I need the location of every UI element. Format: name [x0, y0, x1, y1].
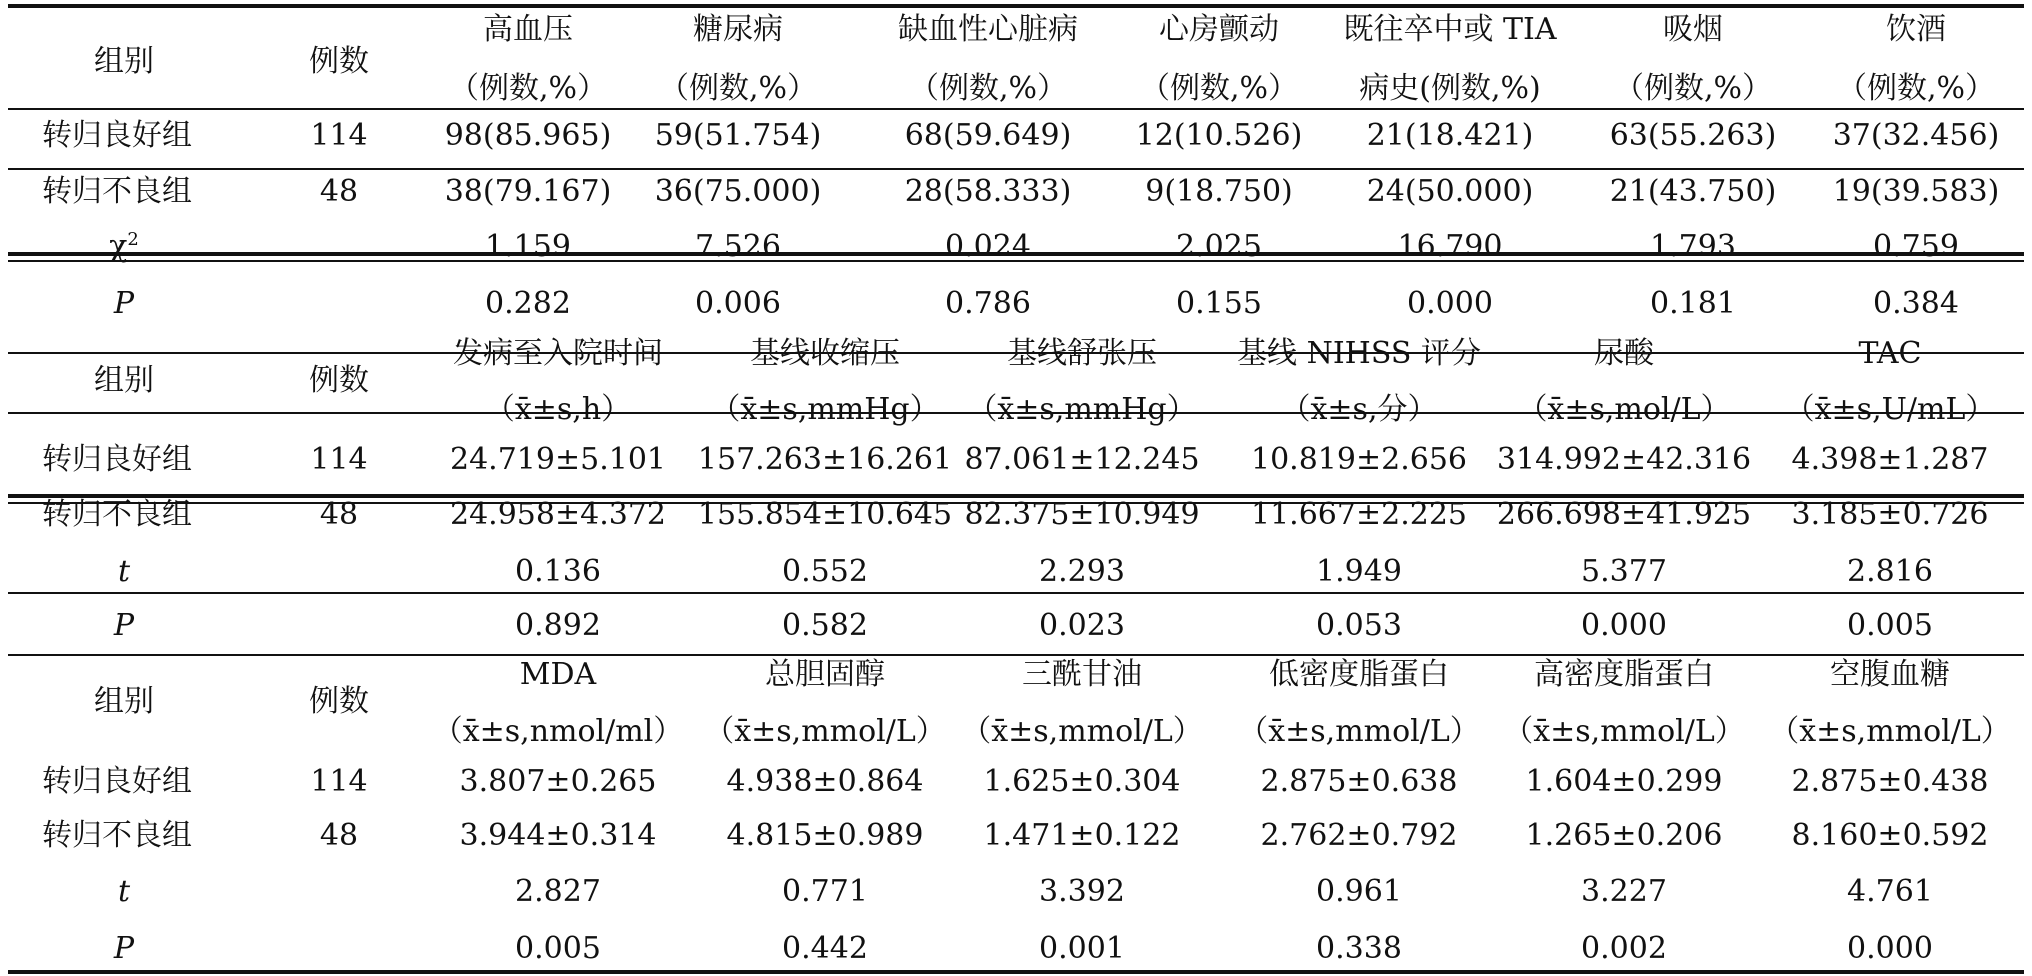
stat-label-superscript: 2	[127, 229, 139, 250]
table-cell: 10.819±2.656	[1251, 442, 1467, 477]
stat-label	[118, 555, 130, 589]
column-header-title: 高血压	[483, 12, 573, 47]
table-cell: 3.807±0.265	[459, 764, 657, 799]
stat-label-text: P	[113, 931, 135, 966]
column-header-title: 缺血性心脏病	[898, 12, 1078, 47]
stat-value: 4.761	[1847, 874, 1933, 909]
row-count: 48	[319, 818, 359, 853]
column-header-unit: （例数,%）	[1613, 71, 1773, 106]
column-header-unit: （例数,%）	[908, 71, 1068, 106]
table-cell: 21(18.421)	[1366, 118, 1534, 153]
stat-label	[109, 230, 139, 264]
column-header-unit: （x̄±s,U/mL）	[1784, 392, 1996, 427]
stat-value: 0.024	[945, 229, 1031, 264]
table-cell: 3.185±0.726	[1791, 497, 1989, 532]
stat-label	[118, 875, 130, 909]
stat-value: 0.005	[1847, 608, 1933, 643]
stat-label-text: χ	[109, 229, 128, 264]
table-cell: 3.944±0.314	[459, 818, 657, 853]
table-cell: 2.762±0.792	[1260, 818, 1458, 853]
column-header-title: 基线 NIHSS 评分	[1237, 336, 1481, 371]
stat-value: 0.282	[485, 286, 571, 321]
header-count-label: 例数	[309, 363, 369, 398]
row-group-label: 转归良好组	[42, 764, 192, 799]
table-cell: 155.854±10.645	[697, 497, 953, 532]
column-header-unit: （x̄±s,nmol/ml）	[432, 714, 684, 749]
table-cell: 28(58.333)	[904, 174, 1072, 209]
stat-label	[114, 609, 134, 643]
column-header-title: 心房颤动	[1159, 12, 1279, 47]
stat-value: 3.227	[1581, 874, 1667, 909]
stat-value: 0.892	[515, 608, 601, 643]
column-header-title: 三酰甘油	[1022, 657, 1142, 692]
column-header-title: 高密度脂蛋白	[1534, 657, 1714, 692]
header-group-label: 组别	[94, 363, 154, 398]
column-header-title: 空腹血糖	[1830, 657, 1950, 692]
stat-value: 0.005	[515, 931, 601, 966]
stat-value: 0.000	[1581, 608, 1667, 643]
column-header-title: 基线舒张压	[1007, 336, 1157, 371]
table-rule	[8, 4, 2024, 8]
stat-label-text: P	[113, 286, 135, 321]
row-count: 48	[319, 174, 359, 209]
column-header-title: TAC	[1858, 336, 1922, 371]
table-cell: 24(50.000)	[1366, 174, 1534, 209]
table-rule	[8, 970, 2024, 974]
stat-label	[114, 932, 134, 966]
column-header-unit: （x̄±s,mmHg）	[710, 392, 940, 427]
stat-value: 0.000	[1407, 286, 1493, 321]
table-cell: 157.263±16.261	[697, 442, 953, 477]
header-count-label: 例数	[309, 684, 369, 719]
table-cell: 4.398±1.287	[1791, 442, 1989, 477]
stat-label-text: P	[113, 608, 135, 643]
column-header-title: 吸烟	[1663, 12, 1723, 47]
table-cell: 21(43.750)	[1609, 174, 1777, 209]
column-header-unit: （x̄±s,mmol/L）	[961, 714, 1203, 749]
header-group-label: 组别	[94, 684, 154, 719]
stat-value: 0.002	[1581, 931, 1667, 966]
stat-value: 0.155	[1176, 286, 1262, 321]
stat-value: 0.000	[1847, 931, 1933, 966]
table-cell: 1.471±0.122	[983, 818, 1181, 853]
stat-value: 0.384	[1873, 286, 1959, 321]
table-cell: 9(18.750)	[1145, 174, 1293, 209]
table-rule	[8, 168, 2024, 170]
table-cell: 68(59.649)	[904, 118, 1072, 153]
column-header-title: 低密度脂蛋白	[1269, 657, 1449, 692]
column-header-unit: （例数,%）	[1836, 71, 1996, 106]
column-header-unit: （x̄±s,h）	[484, 392, 632, 427]
stat-value: 0.006	[695, 286, 781, 321]
stat-value: 0.136	[515, 554, 601, 589]
table-cell: 314.992±42.316	[1496, 442, 1752, 477]
row-count: 48	[319, 497, 359, 532]
table-cell: 37(32.456)	[1832, 118, 2000, 153]
stat-value: 2.025	[1176, 229, 1262, 264]
table-cell: 19(39.583)	[1832, 174, 2000, 209]
stat-value: 2.827	[515, 874, 601, 909]
row-group-label: 转归不良组	[42, 174, 192, 209]
table-cell: 1.604±0.299	[1525, 764, 1723, 799]
column-header-unit: （x̄±s,mmHg）	[967, 392, 1197, 427]
table-rule	[8, 592, 2024, 594]
table-cell: 38(79.167)	[444, 174, 612, 209]
column-header-unit: （x̄±s,mmol/L）	[1503, 714, 1745, 749]
column-header-title: 饮酒	[1886, 12, 1946, 47]
column-header-title: 糖尿病	[693, 12, 783, 47]
stat-value: 0.001	[1039, 931, 1125, 966]
table-cell: 11.667±2.225	[1251, 497, 1467, 532]
stat-value: 0.582	[782, 608, 868, 643]
stat-value: 7.526	[695, 229, 781, 264]
header-group-label: 组别	[94, 44, 154, 79]
stat-value: 0.023	[1039, 608, 1125, 643]
column-header-title: MDA	[519, 657, 597, 692]
row-count: 114	[310, 118, 368, 153]
table-cell: 36(75.000)	[654, 174, 822, 209]
table-cell: 2.875±0.638	[1260, 764, 1458, 799]
stat-value: 3.392	[1039, 874, 1125, 909]
column-header-unit: （x̄±s,mmol/L）	[1238, 714, 1480, 749]
row-count: 114	[310, 764, 368, 799]
stat-value: 0.552	[782, 554, 868, 589]
stat-value: 0.338	[1316, 931, 1402, 966]
column-header-unit: （x̄±s,分）	[1280, 392, 1438, 427]
stat-value: 0.181	[1650, 286, 1736, 321]
stat-value: 1.159	[485, 229, 571, 264]
stat-label-text: t	[117, 554, 131, 589]
stat-value: 0.771	[782, 874, 868, 909]
column-header-title: 基线收缩压	[750, 336, 900, 371]
stat-value: 5.377	[1581, 554, 1667, 589]
table-cell: 4.815±0.989	[726, 818, 924, 853]
column-header-unit: （x̄±s,mmol/L）	[1769, 714, 2011, 749]
table-rule	[8, 654, 2024, 656]
column-header-title: 既往卒中或 TIA	[1343, 12, 1557, 47]
stat-value: 2.293	[1039, 554, 1125, 589]
table-cell: 4.938±0.864	[726, 764, 924, 799]
table-cell: 1.625±0.304	[983, 764, 1181, 799]
table-cell: 24.958±4.372	[450, 497, 666, 532]
table-cell: 12(10.526)	[1135, 118, 1303, 153]
stat-value: 0.961	[1316, 874, 1402, 909]
header-count-label: 例数	[309, 44, 369, 79]
row-group-label: 转归良好组	[42, 442, 192, 477]
table-cell: 1.265±0.206	[1525, 818, 1723, 853]
column-header-unit: （例数,%）	[448, 71, 608, 106]
row-group-label: 转归不良组	[42, 497, 192, 532]
column-header-title: 尿酸	[1594, 336, 1654, 371]
table-cell: 82.375±10.949	[964, 497, 1200, 532]
stat-value: 0.759	[1873, 229, 1959, 264]
table-rule	[8, 108, 2024, 110]
column-header-title: 总胆固醇	[765, 657, 885, 692]
stat-value: 16.790	[1397, 229, 1503, 264]
table-cell: 8.160±0.592	[1791, 818, 1989, 853]
column-header-title: 发病至入院时间	[453, 336, 663, 371]
stat-value: 0.442	[782, 931, 868, 966]
column-header-unit: （x̄±s,mol/L）	[1517, 392, 1731, 427]
stat-label-text: t	[117, 874, 131, 909]
row-count: 114	[310, 442, 368, 477]
table-cell: 98(85.965)	[444, 118, 612, 153]
stat-value: 1.793	[1650, 229, 1736, 264]
column-header-unit: （例数,%）	[1139, 71, 1299, 106]
table-cell: 24.719±5.101	[450, 442, 666, 477]
column-header-unit: （x̄±s,mmol/L）	[704, 714, 946, 749]
stat-value: 1.949	[1316, 554, 1402, 589]
table-cell: 59(51.754)	[654, 118, 822, 153]
column-header-unit: 病史(例数,%)	[1359, 71, 1541, 106]
stat-value: 2.816	[1847, 554, 1933, 589]
table-cell: 63(55.263)	[1609, 118, 1777, 153]
stat-label	[114, 287, 134, 321]
table-cell: 87.061±12.245	[964, 442, 1200, 477]
stat-value: 0.053	[1316, 608, 1402, 643]
row-group-label: 转归良好组	[42, 118, 192, 153]
row-group-label: 转归不良组	[42, 818, 192, 853]
table-cell: 266.698±41.925	[1496, 497, 1752, 532]
table-cell: 2.875±0.438	[1791, 764, 1989, 799]
column-header-unit: （例数,%）	[658, 71, 818, 106]
stat-value: 0.786	[945, 286, 1031, 321]
